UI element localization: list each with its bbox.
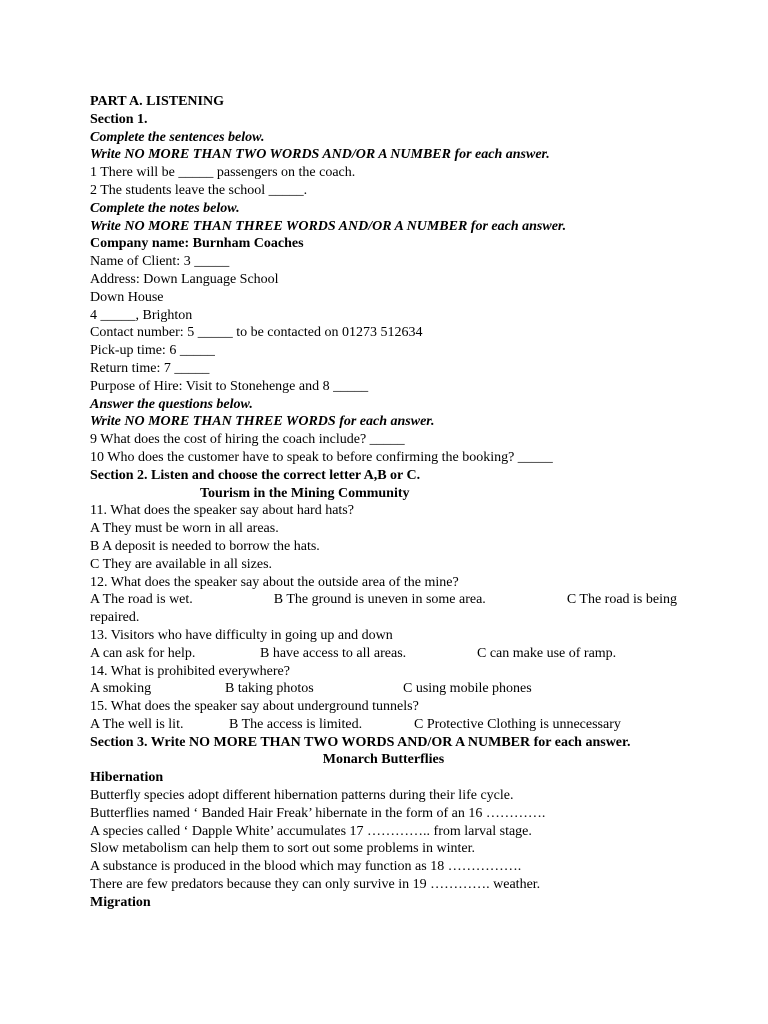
- question-17: A species called ‘ Dapple White’ accumulates 17 ………….. from larval stage.: [90, 823, 532, 839]
- section3-title: Section 3. Write NO MORE THAN TWO WORDS AND/OR A NUMBER for each answer.: [90, 734, 631, 750]
- option-12a: A The road is wet.: [90, 592, 193, 608]
- question-15: 15. What does the speaker say about underground tunnels?: [90, 699, 419, 715]
- company-name: Company name: Burnham Coaches: [90, 236, 304, 252]
- note-line: Butterfly species adopt different hibernation patterns during their life cycle.: [90, 788, 514, 804]
- address-line: 4 _____, Brighton: [90, 307, 193, 323]
- section1-instruction: Answer the questions below.: [90, 396, 253, 412]
- address-line: Address: Down Language School: [90, 271, 279, 287]
- option-12c: C The road is being: [566, 592, 677, 608]
- pickup-time: Pick-up time: 6 _____: [90, 343, 215, 359]
- options-15: [90, 716, 677, 734]
- section1-instruction: Write NO MORE THAN TWO WORDS AND/OR A NUMBER for each answer.: [90, 147, 550, 163]
- section1-instruction: Write NO MORE THAN THREE WORDS for each answer.: [90, 414, 435, 430]
- option-14a: A smoking: [90, 681, 152, 697]
- contact-number: Contact number: 5 _____ to be contacted on 01273 512634: [90, 325, 423, 341]
- return-time: Return time: 7 _____: [90, 360, 210, 376]
- options-13: [90, 645, 677, 663]
- option-15b: B The access is limited.: [229, 716, 363, 732]
- question-19: There are few predators because they can only survive in 19 …………. weather.: [90, 877, 541, 893]
- section2-subtitle: Tourism in the Mining Community: [200, 485, 410, 501]
- part-title: PART A. LISTENING: [90, 94, 224, 109]
- question-2: 2 The students leave the school _____.: [90, 182, 308, 198]
- option-15a: A The well is lit.: [90, 716, 184, 732]
- question-14: 14. What is prohibited everywhere?: [90, 663, 290, 679]
- option-11b: B A deposit is needed to borrow the hats.: [90, 538, 320, 554]
- options-14: [90, 680, 677, 698]
- heading-migration: Migration: [90, 894, 151, 910]
- question-16: Butterflies named ‘ Banded Hair Freak’ hibernate in the form of an 16 ………….: [90, 805, 546, 821]
- address-line: Down House: [90, 289, 164, 305]
- option-12b: B The ground is uneven in some area.: [273, 592, 486, 608]
- option-13c: C can make use of ramp.: [477, 645, 617, 661]
- client-name: Name of Client: 3 _____: [90, 254, 230, 270]
- section1-instruction: Complete the sentences below.: [90, 129, 265, 145]
- question-1: 1 There will be _____ passengers on the coach.: [90, 165, 356, 181]
- option-14b: B taking photos: [225, 681, 314, 697]
- options-12: [90, 591, 677, 609]
- option-12c-continued: repaired.: [90, 610, 140, 626]
- document-content: [90, 93, 677, 912]
- option-15c: C Protective Clothing is unnecessary: [414, 716, 621, 732]
- section1-title: Section 1.: [90, 111, 148, 127]
- section2-title: Section 2. Listen and choose the correct letter A,B or C.: [90, 467, 421, 483]
- section1-instruction: Write NO MORE THAN THREE WORDS AND/OR A NUMBER for each answer.: [90, 218, 567, 234]
- section1-instruction: Complete the notes below.: [90, 200, 240, 216]
- question-9: 9 What does the cost of hiring the coach include? _____: [90, 432, 405, 448]
- question-18: A substance is produced in the blood which may function as 18 …………….: [90, 859, 522, 875]
- section3-subtitle: Monarch Butterflies: [322, 752, 445, 768]
- question-10: 10 Who does the customer have to speak to before confirming the booking? _____: [90, 449, 553, 465]
- question-12: 12. What does the speaker say about the outside area of the mine?: [90, 574, 459, 590]
- note-line: Slow metabolism can help them to sort out some problems in winter.: [90, 841, 475, 857]
- option-11a: A They must be worn in all areas.: [90, 521, 279, 537]
- option-13b: B have access to all areas.: [260, 645, 407, 661]
- option-14c: C using mobile phones: [403, 681, 532, 697]
- heading-hibernation: Hibernation: [90, 770, 164, 786]
- question-13: 13. Visitors who have difficulty in going up and down: [90, 627, 393, 643]
- purpose-of-hire: Purpose of Hire: Visit to Stonehenge and 8 _____: [90, 378, 369, 394]
- option-13a: A can ask for help.: [90, 645, 196, 661]
- option-11c: C They are available in all sizes.: [90, 556, 273, 572]
- question-11: 11. What does the speaker say about hard hats?: [90, 503, 354, 519]
